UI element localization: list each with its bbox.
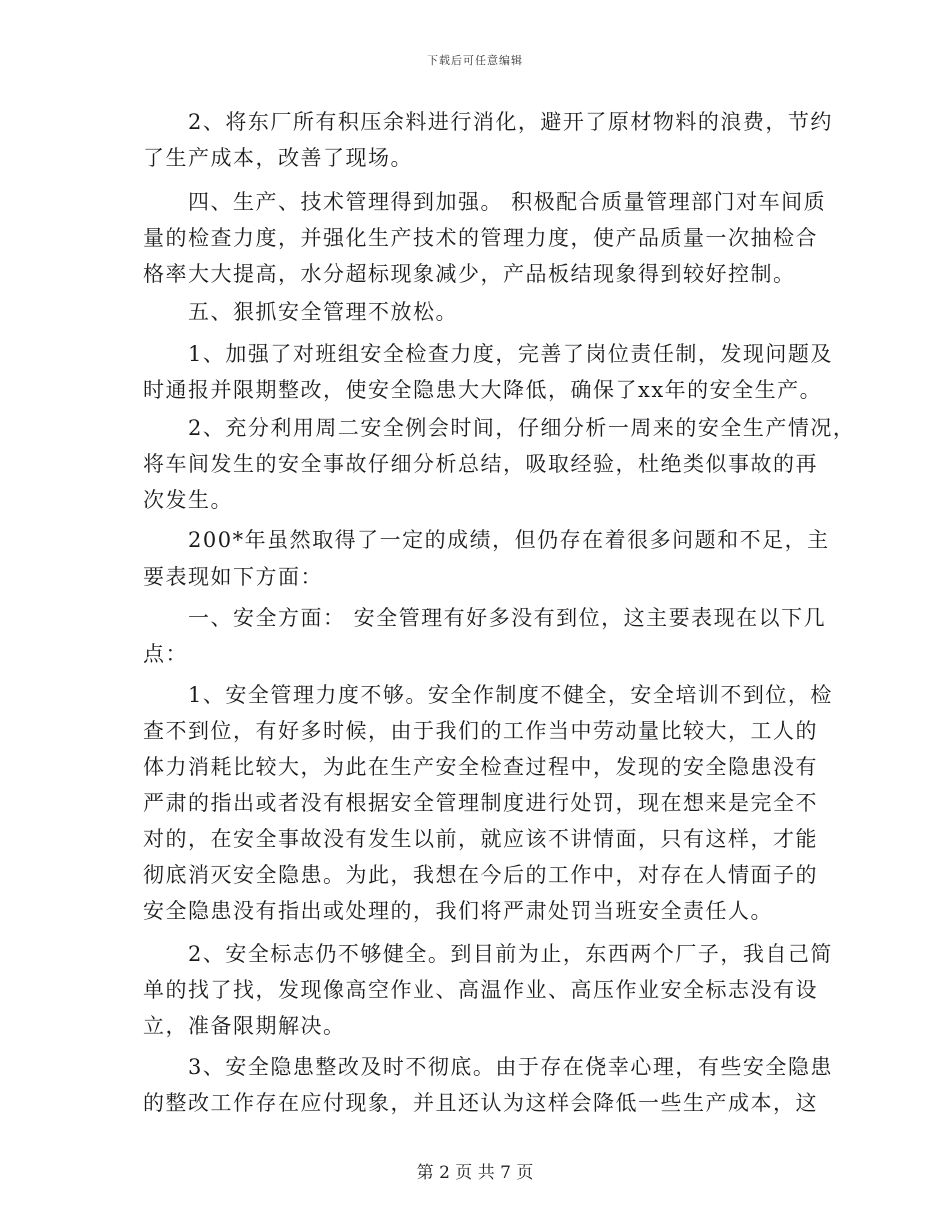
paragraph-line: 五、狠抓安全管理不放松。 [143, 300, 458, 324]
paragraph-line: 点： [143, 642, 188, 666]
paragraph-line: 2、安全标志仍不够健全。到目前为止，东西两个厂子，我自己简 [143, 942, 833, 966]
paragraph-line: 的整改工作存在应付现象，并且还认为这样会降低一些生产成本，这 [143, 1091, 818, 1115]
paragraph-line: 彻底消灭安全隐患。为此，我想在今后的工作中，对存在人情面子的 [143, 863, 818, 887]
paragraph-line: 体力消耗比较大，为此在生产安全检查过程中，发现的安全隐患没有 [143, 755, 818, 779]
paragraph-line: 2、充分利用周二安全例会时间，仔细分析一周来的安全生产情况， [143, 416, 856, 440]
paragraph-line: 1、安全管理力度不够。安全作制度不健全，安全培训不到位，检 [143, 683, 833, 707]
paragraph-line: 1、加强了对班组安全检查力度，完善了岗位责任制，发现问题及 [143, 342, 833, 366]
page-number-footer: 第 2 页 共 7 页 [416, 1163, 534, 1183]
paragraph-line: 格率大大提高，水分超标现象减少，产品板结现象得到较好控制。 [143, 262, 796, 286]
paragraph-line: 对的，在安全事故没有发生以前，就应该不讲情面，只有这样，才能 [143, 827, 818, 851]
paragraph-line: 2、将东厂所有积压余料进行消化，避开了原材物料的浪费，节约 [143, 110, 833, 134]
paragraph-line: 四、生产、技术管理得到加强。 积极配合质量管理部门对车间质 [143, 190, 827, 214]
paragraph-line: 了生产成本，改善了现场。 [143, 146, 413, 170]
paragraph-line: 要表现如下方面： [143, 565, 323, 589]
paragraph-line: 立，准备限期解决。 [143, 1014, 346, 1038]
paragraph-line: 200*年虽然取得了一定的成绩，但仍存在着很多问题和不足，主 [143, 528, 830, 552]
paragraph-line: 严肃的指出或者没有根据安全管理制度进行处罚，现在想来是完全不 [143, 791, 818, 815]
paragraph-line: 次发生。 [143, 488, 233, 512]
paragraph-line: 查不到位，有好多时候，由于我们的工作当中劳动量比较大，工人的 [143, 719, 818, 743]
paragraph-line: 量的检查力度，并强化生产技术的管理力度，使产品质量一次抽检合 [143, 226, 818, 250]
paragraph-line: 安全隐患没有指出或处理的，我们将严肃处罚当班安全责任人。 [143, 899, 773, 923]
page-header: 下载后可任意编辑 [427, 54, 523, 67]
paragraph-line: 一、安全方面： 安全管理有好多没有到位，这主要表现在以下几 [143, 606, 827, 630]
paragraph-line: 3、安全隐患整改及时不彻底。由于存在侥幸心理，有些安全隐患 [143, 1055, 833, 1079]
paragraph-line: 将车间发生的安全事故仔细分析总结，吸取经验，杜绝类似事故的再 [143, 452, 818, 476]
paragraph-line: 单的找了找，发现像高空作业、高温作业、高压作业安全标志没有设 [143, 978, 818, 1002]
paragraph-line: 时通报并限期整改，使安全隐患大大降低，确保了xx年的安全生产。 [143, 378, 823, 402]
